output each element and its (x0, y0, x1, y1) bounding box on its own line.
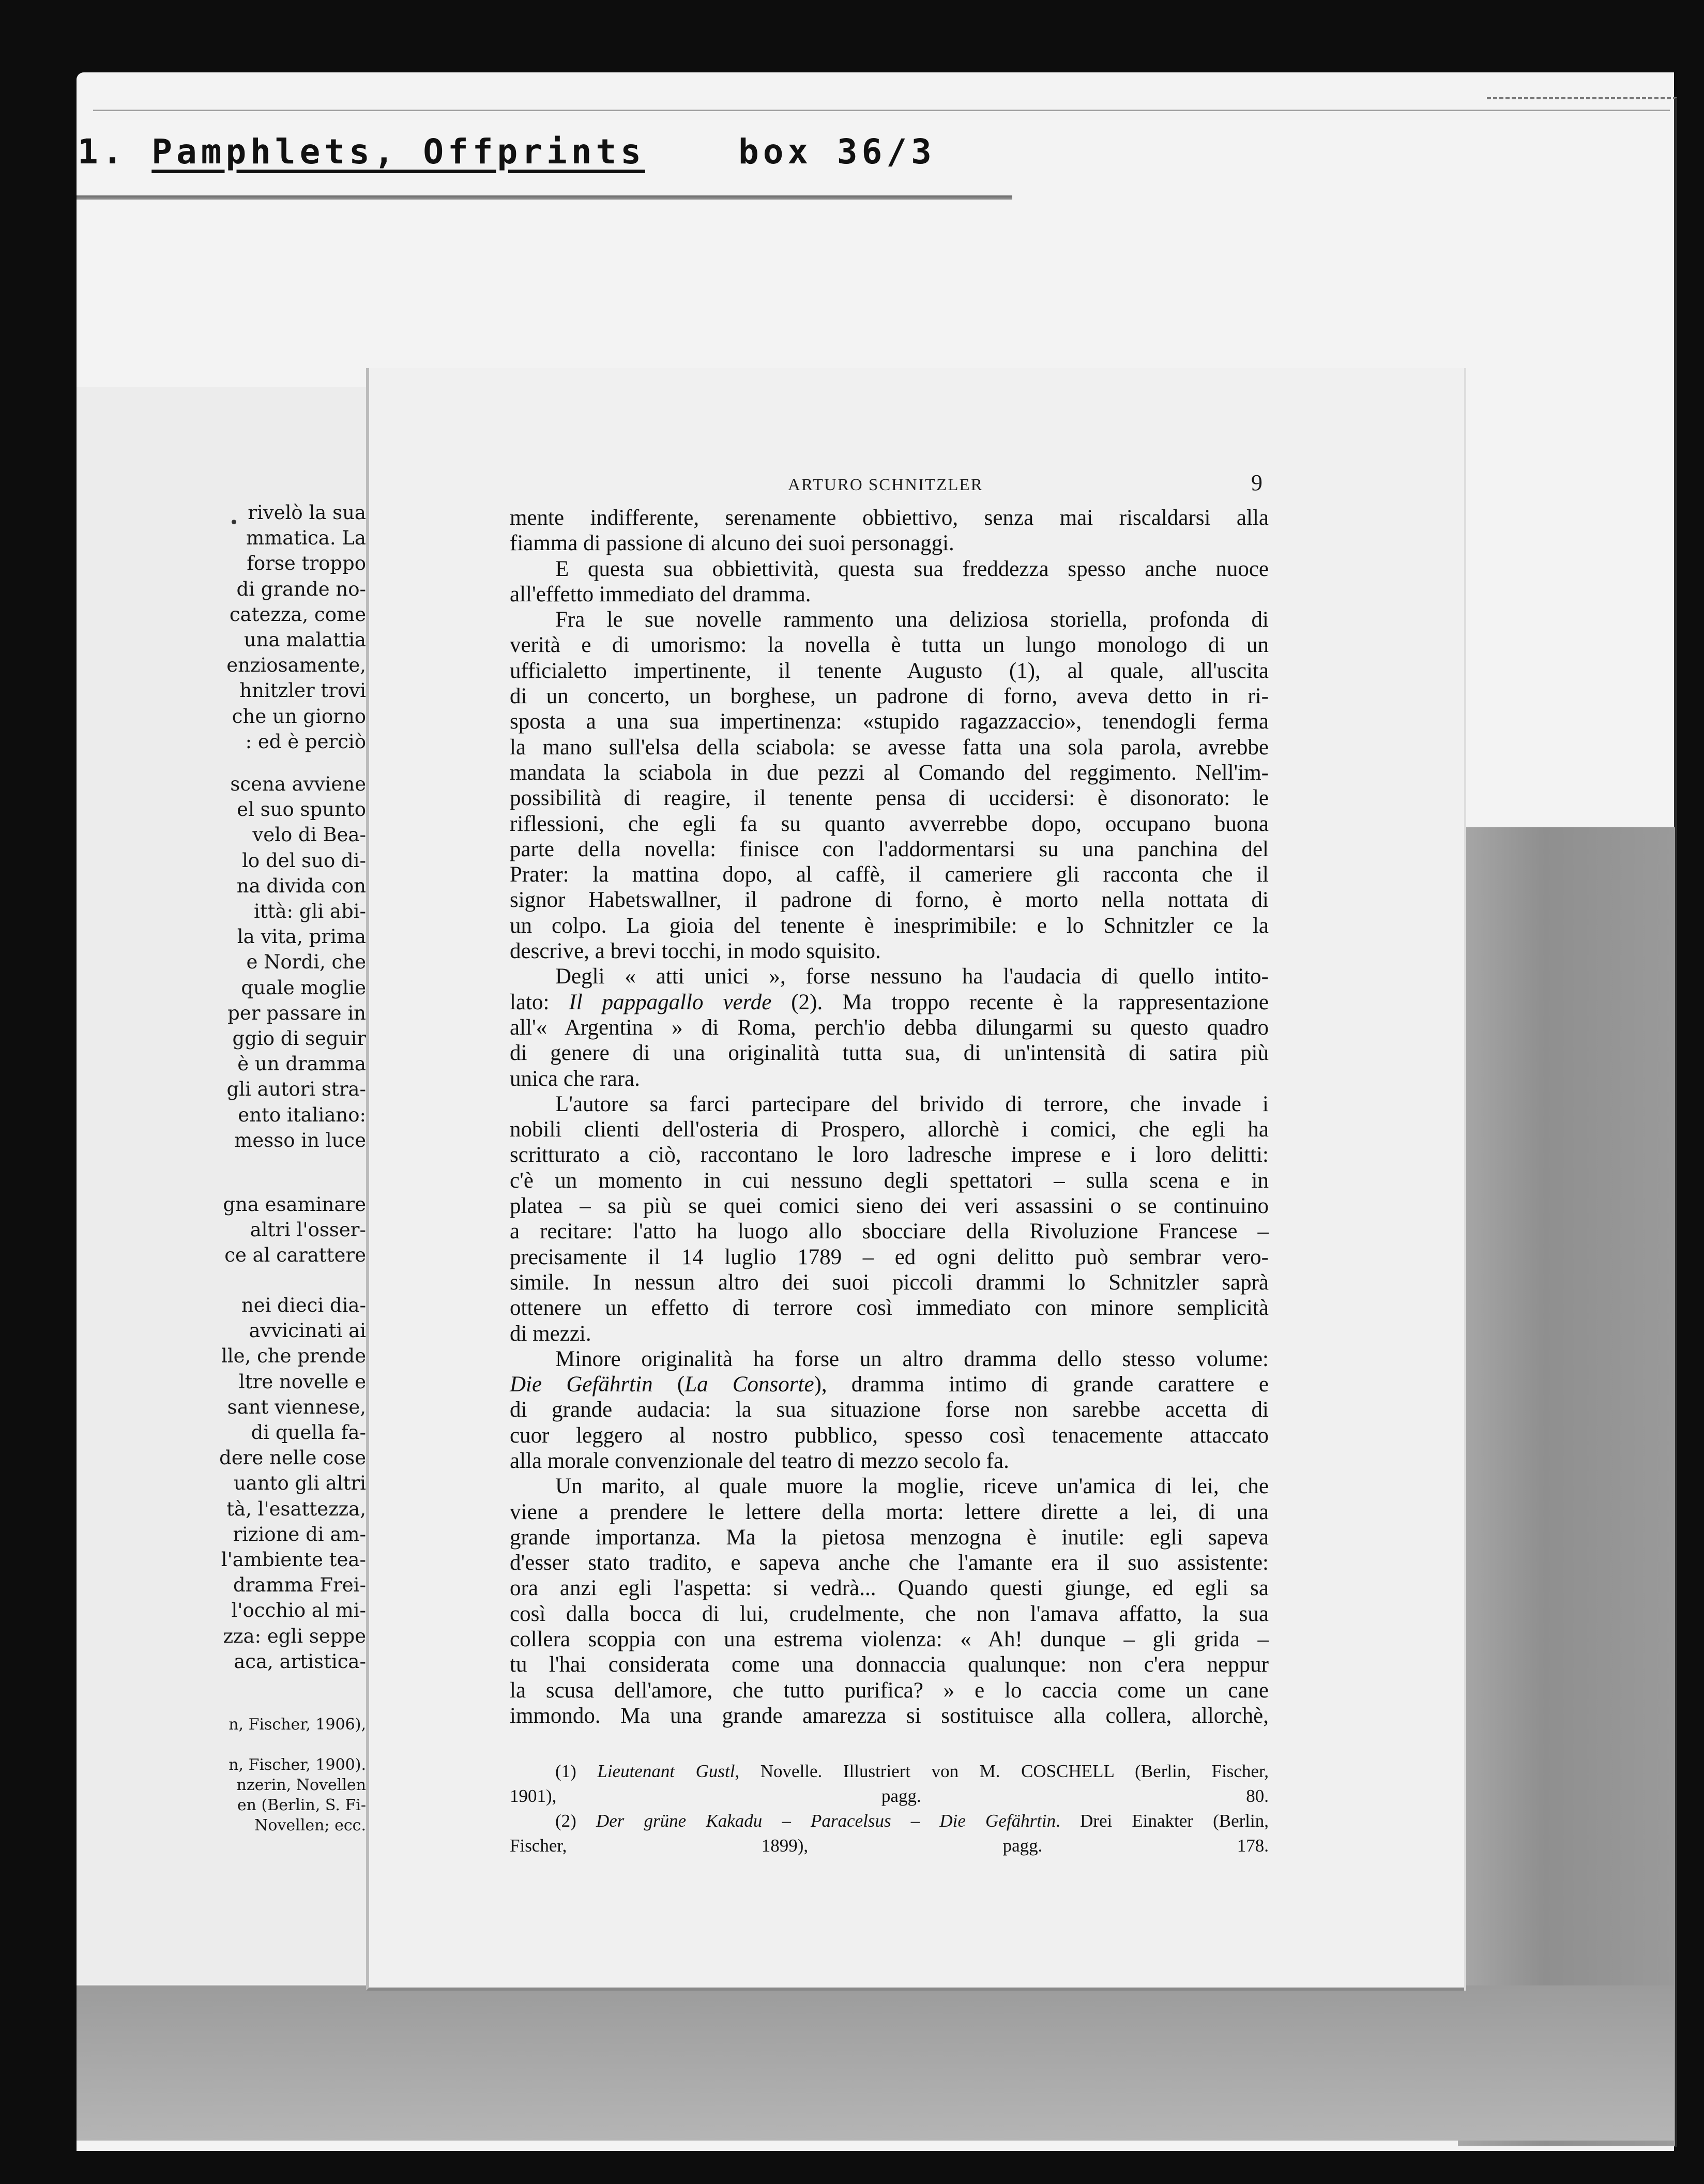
underlying-text-line: la vita, prima (237, 926, 366, 948)
footnote-line: (2) Der grüne Kakadu – Paracelsus – Die Gefährtin. Drei Einakter (Berlin, (555, 1811, 1269, 1831)
underlying-text-line: ce al carattere (224, 1244, 366, 1267)
text-line: tu l'hai considerata come una donnaccia qualunque: non c'era neppur (510, 1652, 1269, 1677)
text-line: la mano sull'elsa della sciabola: se avesse fatta una sola parola, avrebbe (510, 735, 1269, 760)
text-line: così dalla bocca di lui, crudelmente, che non l'amava affatto, la sua (510, 1601, 1269, 1626)
underlying-text-line: uanto gli altri (233, 1472, 366, 1495)
underlying-text-line: gli autori stra- (226, 1078, 366, 1101)
underlying-text-line: hnitzler trovi (239, 679, 366, 702)
running-head: ARTURO SCHNITZLER (788, 476, 983, 494)
text-line: all'« Argentina » di Roma, perch'io debba dilungarmi su questo quadro (510, 1015, 1269, 1040)
text-line: di grande audacia: la sua situazione forse non sarebbe accetta di (510, 1398, 1269, 1422)
text-line: di genere di una originalità tutta sua, di un'intensità di satira più (510, 1041, 1269, 1066)
underlying-text-line: rizione di am- (233, 1523, 366, 1545)
underlying-text-line: nei dieci dia- (241, 1294, 366, 1316)
underlying-text-line: di quella fa- (251, 1421, 366, 1444)
underlying-text-line: dramma Frei- (233, 1574, 366, 1597)
text-line: mente indifferente, serenamente obbiettivo, senza mai riscaldarsi alla (510, 506, 1269, 530)
text-line: di un concerto, un borghese, un padrone di forno, aveva detto in ri- (510, 684, 1269, 709)
text-line: collera scoppia con una estrema violenza: « Ah! dunque – gli grida – (510, 1627, 1269, 1652)
underlying-text-line: dere nelle cose (219, 1447, 366, 1469)
text-line: a recitare: l'atto ha luogo allo sbocciare della Rivoluzione Francese – (510, 1219, 1269, 1244)
text-line: immondo. Ma una grande amarezza si sostituisce alla collera, allorchè, (510, 1703, 1269, 1728)
underlying-text-line: che un giorno (232, 705, 366, 727)
folder-label-number: 1. (78, 132, 127, 172)
footnote-line: 1901), pagg. 80. (510, 1786, 1269, 1806)
text-line: di mezzi. (510, 1321, 591, 1346)
text-line: Degli « atti unici », forse nessuno ha l'audacia di quello intito- (555, 964, 1269, 989)
underlying-text-line: ittà: gli abi- (253, 900, 366, 922)
offprint-page (366, 368, 1464, 1991)
text-line: nobili clienti dell'osteria di Prospero, allorchè i comici, che egli ha (510, 1117, 1269, 1142)
paragraph (510, 1091, 1269, 1346)
underlying-text-line: nzerin, Novellen (236, 1776, 366, 1794)
text-line: d'esser stato tradito, e sapeva anche che l'amante era il suo assistente: (510, 1551, 1269, 1575)
paragraph (510, 1474, 1269, 1728)
underlying-text-line: avvicinati ai (249, 1320, 366, 1342)
underlying-text-line: e Nordi, che (246, 951, 366, 974)
text-line: scritturato a ciò, raccontano le loro ladresche imprese e i loro delitti: (510, 1143, 1269, 1167)
paragraph (510, 1346, 1269, 1474)
body-text (510, 505, 1269, 1728)
underlying-text-line: Novellen; ecc. (254, 1816, 366, 1834)
text-line: unica che rara. (510, 1066, 640, 1091)
underlying-text-line: rivelò la sua (248, 502, 366, 524)
folder-label-box: box 36/3 (738, 132, 936, 172)
underlying-text-line: en (Berlin, S. Fi- (237, 1796, 366, 1814)
underlying-text-line: lo del suo di- (242, 849, 366, 872)
text-line: Minore originalità ha forse un altro dramma dello stesso volume: (555, 1346, 1269, 1371)
underlying-page-text (77, 387, 366, 1938)
text-line: mandata la sciabola in due pezzi al Comando del reggimento. Nell'im- (510, 760, 1269, 785)
paragraph (510, 556, 1269, 608)
underlying-text-line: di grande no- (236, 578, 366, 600)
text-line: riflessioni, che egli fa su quanto avverrebbe dopo, occupano buona (510, 811, 1269, 836)
page-number: 9 (1251, 470, 1262, 495)
folder-label-title: Pamphlets, Offprints (151, 132, 645, 172)
text-line: Die Gefährtin (La Consorte), dramma intimo di grande carattere e (510, 1372, 1269, 1397)
underlying-text-line: n, Fischer, 1906), (229, 1716, 366, 1734)
underlying-text-line: ltre novelle e (238, 1370, 366, 1393)
underlying-text-line: el suo spunto (237, 798, 366, 821)
underlying-text-line: na divida con (236, 874, 366, 897)
paragraph (510, 964, 1269, 1091)
underlying-text-line: zza: egli seppe (223, 1625, 366, 1647)
underlying-page (77, 387, 366, 1984)
text-line: possibilità di reagire, il tenente pensa di uccidersi: è disonorato: le (510, 786, 1269, 811)
text-line: sposta a una sua impertinenza: «stupido ragazzaccio», tenendogli ferma (510, 709, 1269, 734)
underlying-text-line: enziosamente, (226, 654, 366, 677)
underlying-text-line: per passare in (227, 1002, 366, 1024)
text-line: un colpo. La gioia del tenente è inesprimibile: e lo Schnitzler ce la (510, 913, 1269, 938)
underlying-text-line: : ed è perciò (245, 730, 366, 753)
footnote (510, 1759, 1269, 1809)
paragraph (510, 505, 1269, 556)
text-line: E questa sua obbiettività, questa sua freddezza spesso anche nuoce (555, 556, 1269, 581)
text-line: L'autore sa farci partecipare del brivido di terrore, che invade i (555, 1091, 1269, 1116)
text-line: simile. In nessun altro dei suoi piccoli drammi lo Schnitzler saprà (510, 1270, 1269, 1295)
folder-header-rule (77, 195, 1012, 200)
text-line: Fra le sue novelle rammento una deliziosa storiella, profonda di (555, 608, 1269, 632)
text-line: descrive, a brevi tocchi, in modo squisito. (510, 939, 881, 964)
folder-top-rule (93, 110, 1670, 111)
underlying-text-line: è un dramma (237, 1053, 366, 1075)
text-line: ufficialetto impertinente, il tenente Augusto (1), al quale, all'uscita (510, 658, 1269, 683)
underlying-text-line: una malattia (244, 629, 366, 651)
text-line: Prater: la mattina dopo, al caffè, il cameriere gli racconta che il (510, 862, 1269, 887)
underlying-text-line: lle, che prende (221, 1345, 366, 1368)
text-line: Un marito, al quale muore la moglie, riceve un'amica di lei, che (555, 1474, 1269, 1499)
underlying-text-line: ento italiano: (238, 1103, 366, 1126)
text-line: signor Habetswallner, il padrone di forno, è morto nella nottata di (510, 888, 1269, 913)
text-line: c'è un momento in cui nessuno degli spettatori – sulla scena e in (510, 1168, 1269, 1193)
paragraph (510, 607, 1269, 964)
footnotes (510, 1759, 1269, 1858)
underlying-text-line: tà, l'esattezza, (226, 1497, 366, 1520)
underlying-text-line: altri l'osser- (250, 1219, 366, 1241)
text-line: precisamente il 14 luglio 1789 – ed ogni delitto può sembrar vero- (510, 1245, 1269, 1269)
footnote-line: Fischer, 1899), pagg. 178. (510, 1836, 1269, 1856)
underlying-text-line: forse troppo (247, 552, 366, 575)
underlying-text-line: scena avviene (230, 773, 366, 795)
text-line: ottenere un effetto di terrore così immediato con minore semplicità (510, 1296, 1269, 1321)
text-line: parte della novella: finisce con l'addormentarsi su una panchina del (510, 837, 1269, 861)
text-line: all'effetto immediato del dramma. (510, 582, 811, 606)
footnote-line: (1) Lieutenant Gustl, Novelle. Illustriert von M. COSCHELL (Berlin, Fischer, (555, 1761, 1269, 1781)
text-line: verità e di umorismo: la novella è tutta un lungo monologo di un (510, 633, 1269, 658)
underlying-text-line: aca, artistica- (234, 1650, 366, 1673)
footnote (510, 1809, 1269, 1858)
text-line: cuor leggero al nostro pubblico, spesso così tenacemente attaccato (510, 1423, 1269, 1448)
underlying-text-line: n, Fischer, 1900). (229, 1756, 366, 1774)
underlying-text-line: gna esaminare (223, 1193, 366, 1216)
text-line: lato: Il pappagallo verde (2). Ma troppo recente è la rappresentazione (510, 990, 1269, 1014)
scan-shadow-bottom (77, 1985, 1674, 2141)
underlying-text-line: messo in luce (234, 1129, 366, 1151)
scan-shadow-right (1458, 827, 1675, 2146)
underlying-text-line: sant viennese, (227, 1396, 366, 1418)
underlying-text-line: l'occhio al mi- (231, 1599, 366, 1622)
underlying-text-line: catezza, come (229, 603, 366, 626)
text-line: la scusa dell'amore, che tutto purifica? » e lo caccia come un cane (510, 1678, 1269, 1703)
underlying-text-line: velo di Bea- (252, 824, 366, 846)
text-line: ora anzi egli l'aspetta: si vedrà... Quando questi giunge, ed egli sa (510, 1576, 1269, 1601)
folder-label (78, 132, 936, 172)
text-line: platea – sa più se quei comici sieno dei veri assassini o se continuino (510, 1194, 1269, 1219)
underlying-text-line: quale moglie (241, 976, 366, 999)
ink-dot (232, 520, 236, 524)
text-line: grande importanza. Ma la pietosa menzogna è inutile: egli sapeva (510, 1525, 1269, 1550)
underlying-text-line: mmatica. La (246, 527, 366, 550)
underlying-text-line: ggio di seguir (232, 1027, 366, 1050)
text-line: alla morale convenzionale del teatro di mezzo secolo fa. (510, 1448, 1009, 1473)
text-line: fiamma di passione di alcuno dei suoi personaggi. (510, 531, 954, 556)
text-line: viene a prendere le lettere della morta: lettere dirette a lei, di una (510, 1499, 1269, 1524)
underlying-text-line: l'ambiente tea- (221, 1549, 366, 1571)
